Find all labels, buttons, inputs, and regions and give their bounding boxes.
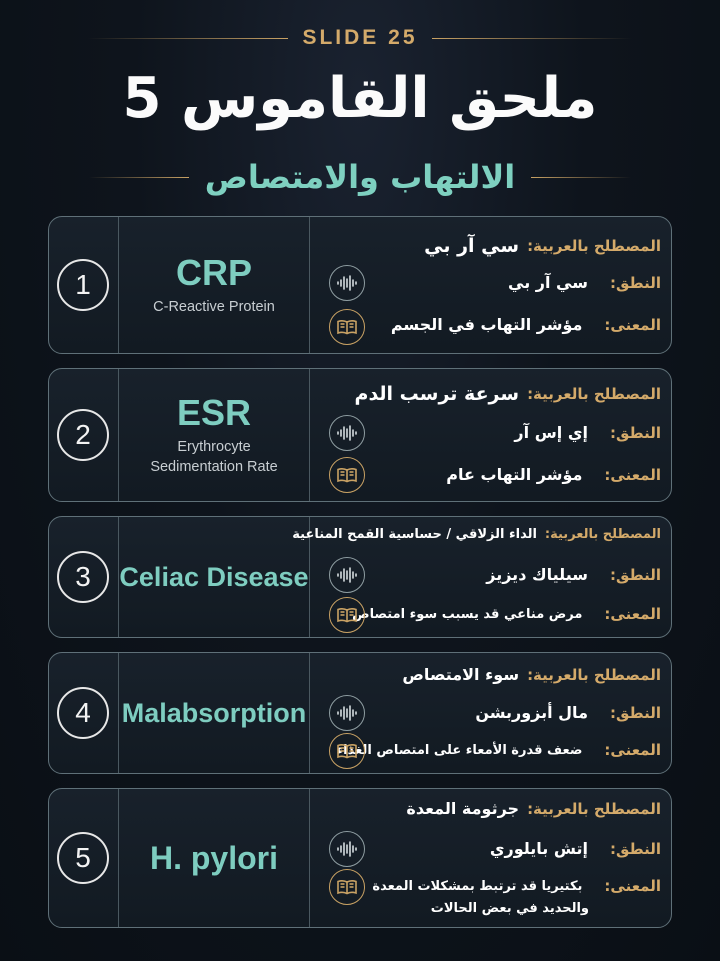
term-details — [321, 217, 661, 353]
term-card — [48, 652, 672, 774]
open-book-icon — [329, 733, 365, 769]
subtitle-block — [0, 158, 720, 196]
decorative-line-left — [89, 177, 189, 178]
meaning-row — [321, 605, 661, 623]
meaning-row — [321, 877, 661, 895]
audio-wave-icon[interactable] — [329, 265, 365, 301]
meaning-label: المعنى: — [604, 741, 661, 759]
arabic-term-value: سوء الامتصاص — [402, 665, 520, 684]
term-acronym-block — [119, 561, 309, 593]
term-acronym: Celiac Disease — [119, 562, 309, 592]
term-card — [48, 216, 672, 354]
term-details — [292, 517, 661, 637]
term-full-name-line-2: Sedimentation Rate — [150, 459, 278, 475]
divider — [309, 217, 310, 353]
arabic-term-label: المصطلح بالعربية: — [527, 237, 661, 255]
slide-number: SLIDE 25 — [302, 26, 418, 49]
term-acronym-block — [119, 697, 309, 729]
meaning-label: المعنى: — [604, 605, 661, 623]
pronunciation-value: إتش بايلوري — [489, 839, 588, 858]
arabic-term-label: المصطلح بالعربية: — [527, 385, 661, 403]
arabic-term-label: المصطلح بالعربية: — [544, 527, 661, 542]
term-acronym-block — [119, 393, 309, 477]
pronunciation-label: النطق: — [609, 565, 661, 584]
meaning-row-line-2 — [321, 901, 661, 916]
decorative-line-right — [531, 177, 631, 178]
arabic-term-value: الداء الزلاقي / حساسية القمح المناعية — [292, 527, 537, 542]
arabic-term-row — [321, 799, 661, 818]
page-title: ملحق القاموس 5 — [122, 66, 598, 131]
meaning-value: مؤشر التهاب عام — [446, 465, 583, 484]
term-details — [321, 789, 661, 927]
pronunciation-row — [321, 273, 661, 292]
pronunciation-row — [321, 839, 661, 858]
page-subtitle: الالتهاب والامتصاص — [204, 158, 516, 196]
arabic-term-value: جرثومة المعدة — [406, 799, 520, 818]
meaning-label: المعنى: — [604, 877, 661, 895]
meaning-value: مرض مناعي قد يسبب سوء امتصاص — [352, 606, 583, 622]
pronunciation-value: مال أبزوربشن — [475, 703, 588, 722]
term-card — [48, 516, 672, 638]
meaning-value-line-2: والحديد في بعض الحالات — [430, 901, 589, 916]
meaning-row — [321, 741, 661, 759]
pronunciation-value: إي إس آر — [514, 423, 588, 442]
divider — [309, 369, 310, 501]
arabic-term-label: المصطلح بالعربية: — [527, 665, 661, 684]
term-acronym: ESR — [176, 392, 252, 433]
term-details — [321, 653, 661, 773]
term-card — [48, 368, 672, 502]
divider — [309, 789, 310, 927]
meaning-value: ضعف قدرة الأمعاء على امتصاص الغذاء — [336, 742, 583, 758]
term-card-list — [48, 216, 672, 942]
decorative-line-left — [88, 38, 288, 39]
term-full-name: C-Reactive Protein — [153, 299, 275, 315]
arabic-term-row — [321, 383, 661, 405]
card-number-badge: 2 — [57, 409, 109, 461]
audio-wave-icon[interactable] — [329, 831, 365, 867]
pronunciation-label: النطق: — [609, 423, 661, 442]
card-number-badge: 5 — [57, 832, 109, 884]
arabic-term-value: سرعة ترسب الدم — [354, 383, 520, 405]
arabic-term-value: سي آر بي — [424, 235, 520, 257]
divider — [309, 653, 310, 773]
meaning-label: المعنى: — [604, 465, 661, 484]
meaning-label: المعنى: — [604, 315, 661, 334]
term-acronym: H. pylori — [149, 840, 278, 876]
open-book-icon — [329, 457, 365, 493]
open-book-icon — [329, 309, 365, 345]
meaning-row — [321, 465, 661, 484]
term-acronym-block — [119, 842, 309, 874]
card-number-badge: 4 — [57, 687, 109, 739]
pronunciation-row — [321, 703, 661, 722]
term-acronym-block — [119, 253, 309, 317]
arabic-term-row — [321, 235, 661, 257]
pronunciation-label: النطق: — [609, 703, 661, 722]
pronunciation-value: سي آر بي — [508, 273, 588, 292]
decorative-line-right — [432, 38, 632, 39]
audio-wave-icon[interactable] — [329, 557, 365, 593]
meaning-row — [321, 315, 661, 334]
audio-wave-icon[interactable] — [329, 695, 365, 731]
meaning-value: بكتيريا قد ترتبط بمشكلات المعدة — [372, 878, 583, 894]
meaning-value: مؤشر التهاب في الجسم — [390, 315, 583, 334]
card-number-badge: 3 — [57, 551, 109, 603]
arabic-term-row — [292, 527, 661, 542]
open-book-icon — [329, 869, 365, 905]
pronunciation-value: سيلياك ديزيز — [486, 565, 588, 584]
pronunciation-row — [321, 565, 661, 584]
term-acronym: Malabsorption — [121, 698, 307, 728]
arabic-term-label: المصطلح بالعربية: — [527, 799, 661, 818]
term-card — [48, 788, 672, 928]
pronunciation-label: النطق: — [609, 273, 661, 292]
slide-label — [0, 26, 720, 50]
audio-wave-icon[interactable] — [329, 415, 365, 451]
arabic-term-row — [321, 665, 661, 684]
term-details — [321, 369, 661, 501]
card-number-badge: 1 — [57, 259, 109, 311]
term-full-name: Erythrocyte — [177, 439, 251, 455]
pronunciation-row — [321, 423, 661, 442]
pronunciation-label: النطق: — [609, 839, 661, 858]
term-acronym: CRP — [175, 252, 252, 293]
open-book-icon — [329, 597, 365, 633]
